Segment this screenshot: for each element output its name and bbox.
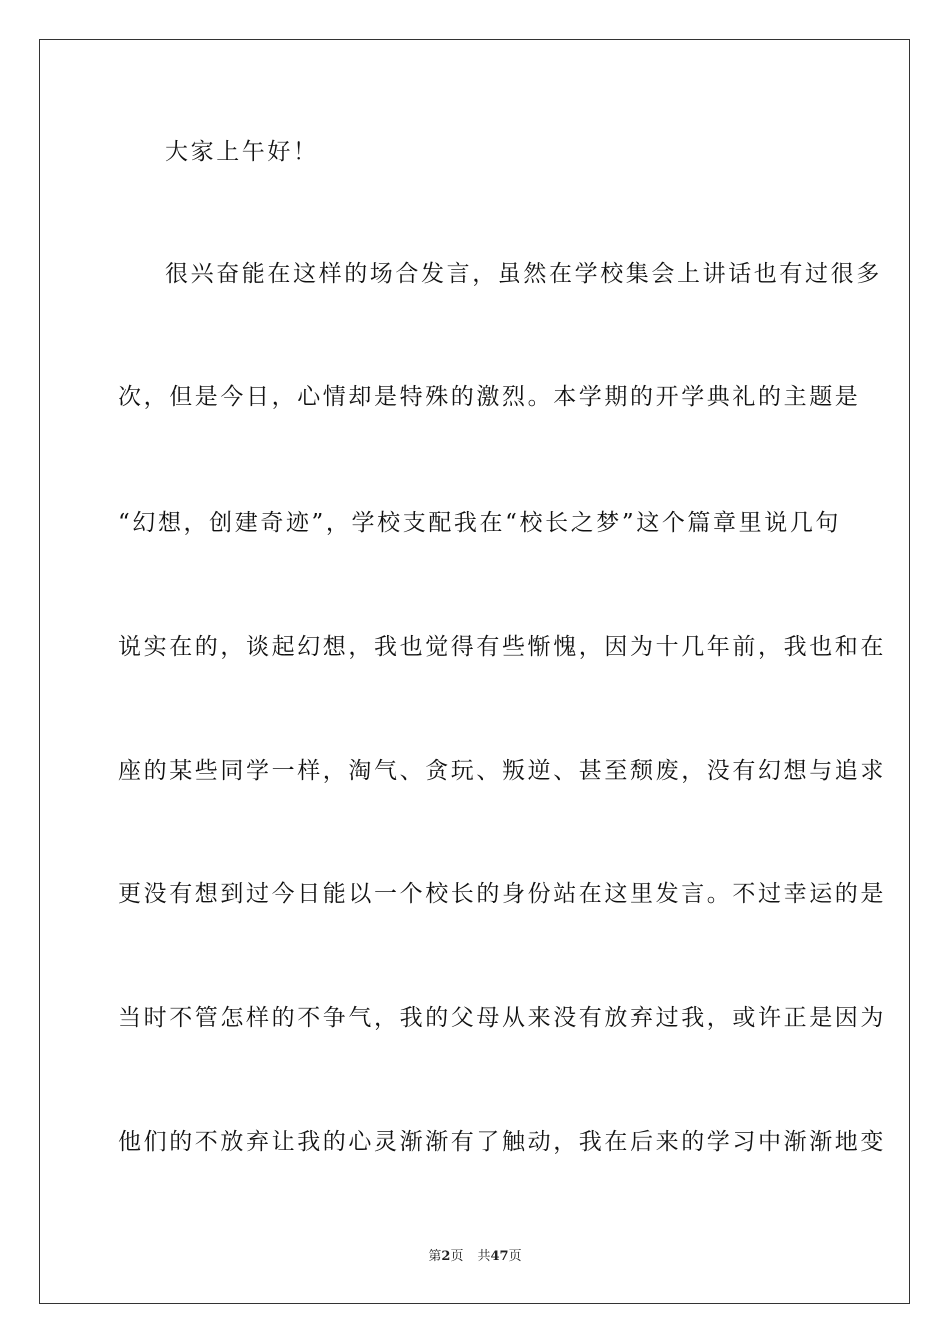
total-pages: 47 — [490, 1249, 509, 1264]
total-suffix: 页 — [508, 1249, 522, 1264]
paragraph-line-2: 次，但是今日，心情却是特殊的激烈。本学期的开学典礼的主题是 — [118, 384, 861, 410]
paragraph-line-3: “幻想，创建奇迹”，学校支配我在“校长之梦”这个篇章里说几句 — [118, 510, 842, 536]
paragraph-line-7: 当时不管怎样的不争气，我的父母从来没有放弃过我，或许正是因为 — [118, 1005, 886, 1031]
page-footer — [0, 1249, 950, 1265]
page-border — [39, 39, 910, 1304]
paragraph-line-6: 更没有想到过今日能以一个校长的身份站在这里发言。不过幸运的是 — [118, 881, 886, 907]
paragraph-line-4: 说实在的，谈起幻想，我也觉得有些惭愧，因为十几年前，我也和在 — [118, 634, 886, 660]
page-prefix: 第 — [428, 1249, 442, 1264]
page-suffix: 页 — [450, 1249, 464, 1264]
total-prefix: 共 — [477, 1249, 491, 1264]
page-number: 2 — [441, 1249, 451, 1264]
greeting-line: 大家上午好！ — [165, 139, 319, 165]
paragraph-line-5: 座的某些同学一样，淘气、贪玩、叛逆、甚至颓废，没有幻想与追求 — [118, 758, 886, 784]
paragraph-line-1: 很兴奋能在这样的场合发言，虽然在学校集会上讲话也有过很多 — [165, 261, 882, 287]
paragraph-line-8: 他们的不放弃让我的心灵渐渐有了触动，我在后来的学习中渐渐地变 — [118, 1129, 886, 1155]
